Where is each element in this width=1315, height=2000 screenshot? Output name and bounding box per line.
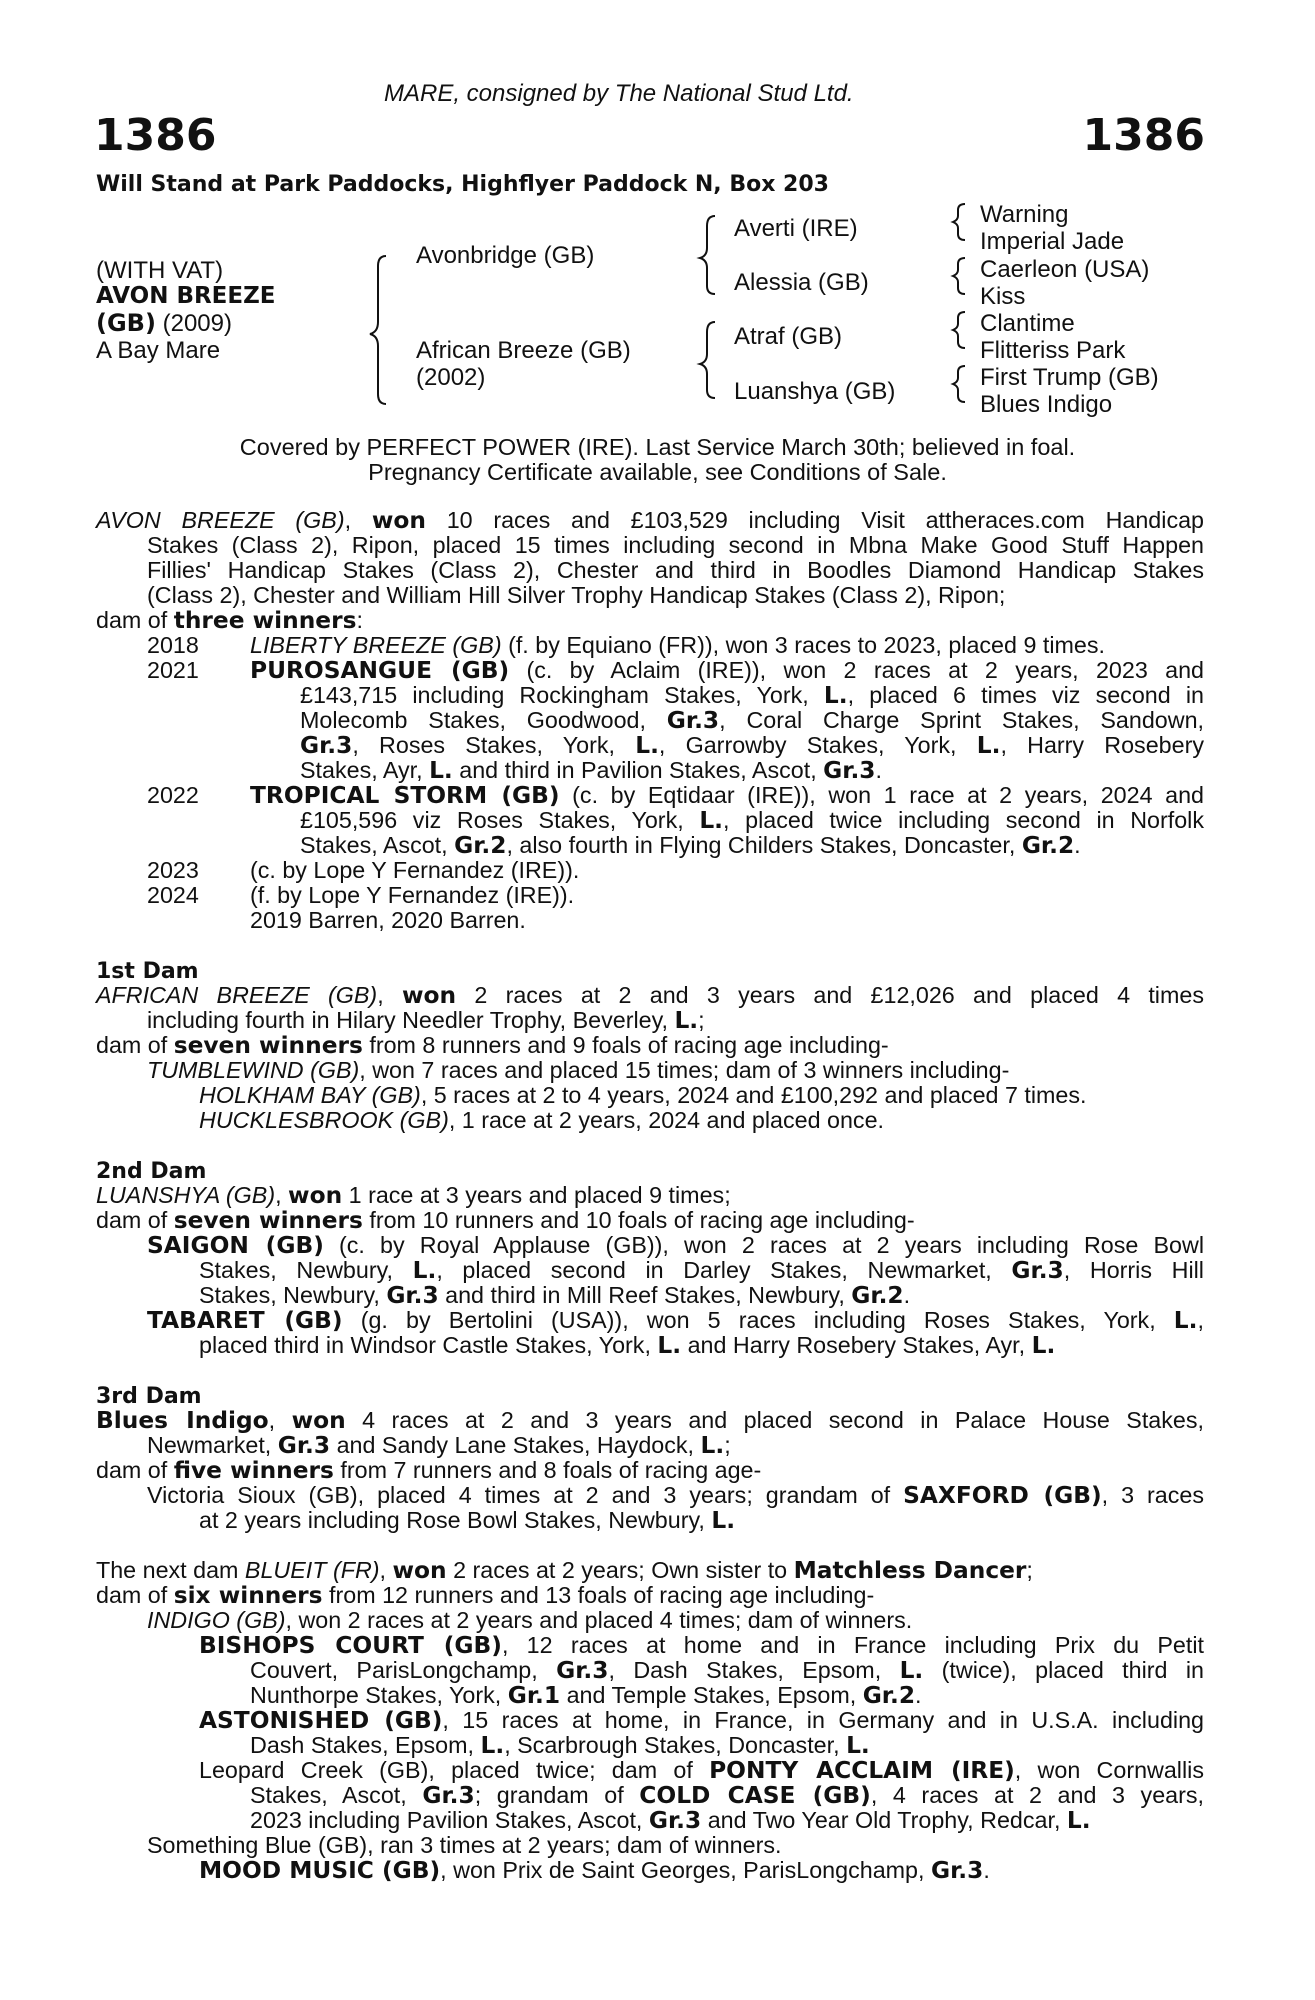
text-line: Gr.3, Roses Stakes, York, L., Garrowby Stakes, York, L., Harry Rosebery bbox=[300, 732, 1204, 759]
text-line: (Class 2), Chester and William Hill Silver Trophy Handicap Stakes (Class 2), Ripon; bbox=[147, 582, 1006, 608]
text-line: ASTONISHED (GB), 15 races at home, in France, in Germany and in U.S.A. including bbox=[199, 1707, 1204, 1734]
bracket-dam-parents bbox=[700, 322, 715, 398]
pedigree-g6: Flitteriss Park bbox=[980, 337, 1126, 364]
text-line: Stakes, Ayr, L. and third in Pavilion Stakes, Ascot, Gr.3. bbox=[300, 757, 882, 784]
text-line: Molecomb Stakes, Goodwood, Gr.3, Coral Charge Sprint Stakes, Sandown, bbox=[300, 707, 1205, 734]
text-line: Leopard Creek (GB), placed twice; dam of PONTY ACCLAIM (IRE), won Cornwallis bbox=[199, 1757, 1204, 1784]
section-heading: 3rd Dam bbox=[96, 1384, 202, 1409]
bracket-g34 bbox=[953, 258, 965, 294]
lot-number-right: 1386 bbox=[1082, 110, 1205, 161]
pedigree-sire: Avonbridge (GB) bbox=[416, 242, 595, 269]
text-line: including fourth in Hilary Needler Trophy, Beverley, L.; bbox=[147, 1007, 705, 1034]
text-line: MOOD MUSIC (GB), won Prix de Saint Georges, ParisLongchamp, Gr.3. bbox=[199, 1857, 990, 1884]
text-line: HOLKHAM BAY (GB), 5 races at 2 to 4 years, 2024 and £100,292 and placed 7 times. bbox=[199, 1082, 1087, 1108]
stand-location: Will Stand at Park Paddocks, Highflyer Paddock N, Box 203 bbox=[96, 172, 829, 197]
horse-name: AVON BREEZE bbox=[96, 283, 276, 309]
text-line: Stakes, Ascot, Gr.3; grandam of COLD CASE (GB), 4 races at 2 and 3 years, bbox=[250, 1782, 1204, 1809]
pedigree-dam: African Breeze (GB) bbox=[416, 337, 631, 364]
text-line: The next dam BLUEIT (FR), won 2 races at 2 years; Own sister to Matchless Dancer; bbox=[96, 1557, 1033, 1584]
foal-year: 2022 bbox=[147, 782, 199, 808]
horse-year: (2009) bbox=[162, 310, 232, 337]
text-line: Newmarket, Gr.3 and Sandy Lane Stakes, Haydock, L.; bbox=[147, 1432, 731, 1459]
text-line: TABARET (GB) (g. by Bertolini (USA)), won 5 races including Roses Stakes, York, L., bbox=[147, 1307, 1204, 1334]
foal-year: 2021 bbox=[147, 657, 199, 683]
horse-origin: (GB) bbox=[96, 309, 156, 337]
text-line: 2023 including Pavilion Stakes, Ascot, Gr.3 and Two Year Old Trophy, Redcar, L. bbox=[250, 1807, 1091, 1834]
text-line: Blues Indigo, won 4 races at 2 and 3 years and placed second in Palace House Stakes, bbox=[96, 1407, 1204, 1434]
para-avon: AVON BREEZE (GB), won 10 races and £103,529 including Visit attheraces.com Handicap bbox=[96, 507, 1205, 534]
text-line: £105,596 viz Roses Stakes, York, L., placed twice including second in Norfolk bbox=[300, 807, 1204, 834]
text-line: Dash Stakes, Epsom, L., Scarbrough Stakes, Doncaster, L. bbox=[250, 1732, 870, 1759]
text-line: Nunthorpe Stakes, York, Gr.1 and Temple Stakes, Epsom, Gr.2. bbox=[250, 1682, 922, 1709]
bracket-g12 bbox=[953, 204, 965, 240]
pedigree-g7: First Trump (GB) bbox=[980, 364, 1159, 391]
text-line: TUMBLEWIND (GB), won 7 races and placed 15 times; dam of 3 winners including- bbox=[147, 1057, 1010, 1083]
text-line: Something Blue (GB), ran 3 times at 2 years; dam of winners. bbox=[147, 1832, 782, 1858]
text-line: BISHOPS COURT (GB), 12 races at home and in France including Prix du Petit bbox=[199, 1632, 1204, 1659]
text-line: placed third in Windsor Castle Stakes, York, L. and Harry Rosebery Stakes, Ayr, L. bbox=[199, 1332, 1056, 1359]
text-line: AFRICAN BREEZE (GB), won 2 races at 2 and 3 years and £12,026 and placed 4 times bbox=[96, 982, 1204, 1009]
pedigree-g2: Imperial Jade bbox=[980, 228, 1125, 255]
text-line: Victoria Sioux (GB), placed 4 times at 2 and 3 years; grandam of SAXFORD (GB), 3 races bbox=[147, 1482, 1204, 1509]
pedigree-sire-sire: Averti (IRE) bbox=[734, 215, 858, 242]
section-heading: 1st Dam bbox=[96, 959, 199, 984]
text-line: LIBERTY BREEZE (GB) (f. by Equiano (FR)), won 3 races to 2023, placed 9 times. bbox=[250, 632, 1106, 658]
pregnancy-line: Pregnancy Certificate available, see Conditions of Sale. bbox=[368, 459, 947, 485]
bracket-g78 bbox=[953, 366, 965, 402]
bracket-sire-parents bbox=[700, 216, 715, 294]
text-line: Fillies' Handicap Stakes (Class 2), Chester and third in Boodles Diamond Handicap Stakes bbox=[147, 557, 1204, 583]
text-line: dam of six winners from 12 runners and 13 foals of racing age including- bbox=[96, 1582, 875, 1609]
text-line: Stakes, Newbury, L., placed second in Darley Stakes, Newmarket, Gr.3, Horris Hill bbox=[199, 1257, 1204, 1284]
pedigree-sire-dam: Alessia (GB) bbox=[734, 269, 869, 296]
text-line: at 2 years including Rose Bowl Stakes, Newbury, L. bbox=[199, 1507, 736, 1534]
foal-year: 2018 bbox=[147, 632, 199, 658]
text-line: SAIGON (GB) (c. by Royal Applause (GB)), won 2 races at 2 years including Rose Bowl bbox=[147, 1232, 1204, 1259]
text-line: dam of seven winners from 8 runners and 9 foals of racing age including- bbox=[96, 1032, 889, 1059]
vat-label: (WITH VAT) bbox=[96, 257, 224, 284]
foal-year: 2023 bbox=[147, 857, 199, 883]
bracket-parents bbox=[370, 256, 386, 404]
pedigree-g5: Clantime bbox=[980, 310, 1075, 337]
foal-year: 2024 bbox=[147, 882, 199, 908]
text-line: dam of three winners: bbox=[96, 607, 363, 634]
text-line: (c. by Lope Y Fernandez (IRE)). bbox=[250, 857, 580, 883]
text-line: 2019 Barren, 2020 Barren. bbox=[250, 907, 526, 933]
text-line: (f. by Lope Y Fernandez (IRE)). bbox=[250, 882, 575, 908]
text-line: Stakes, Newbury, Gr.3 and third in Mill Reef Stakes, Newbury, Gr.2. bbox=[199, 1282, 911, 1309]
text-line: Couvert, ParisLongchamp, Gr.3, Dash Stakes, Epsom, L. (twice), placed third in bbox=[250, 1657, 1204, 1684]
consignment-line: MARE, consigned by The National Stud Ltd. bbox=[384, 80, 854, 107]
pedigree-g4: Kiss bbox=[980, 283, 1026, 310]
text-line: dam of seven winners from 10 runners and 10 foals of racing age including- bbox=[96, 1207, 915, 1234]
pedigree-g1: Warning bbox=[980, 201, 1069, 228]
text-line: LUANSHYA (GB), won 1 race at 3 years and placed 9 times; bbox=[96, 1182, 731, 1209]
text-line: Stakes, Ascot, Gr.2, also fourth in Flying Childers Stakes, Doncaster, Gr.2. bbox=[300, 832, 1081, 859]
text-line: INDIGO (GB), won 2 races at 2 years and placed 4 times; dam of winners. bbox=[147, 1607, 913, 1633]
text-line: PUROSANGUE (GB) (c. by Aclaim (IRE)), won 2 races at 2 years, 2023 and bbox=[250, 657, 1204, 684]
lot-number-left: 1386 bbox=[94, 110, 217, 161]
pedigree-dam-year: (2002) bbox=[416, 364, 486, 391]
horse-description: A Bay Mare bbox=[96, 337, 221, 364]
text-line: TROPICAL STORM (GB) (c. by Eqtidaar (IRE)), won 1 race at 2 years, 2024 and bbox=[250, 782, 1205, 809]
text-line: Stakes (Class 2), Ripon, placed 15 times including second in Mbna Make Good Stuff Happen bbox=[147, 532, 1204, 558]
section-heading: 2nd Dam bbox=[96, 1159, 207, 1184]
text-line: dam of five winners from 7 runners and 8 foals of racing age- bbox=[96, 1457, 762, 1484]
pedigree-dam-dam: Luanshya (GB) bbox=[734, 378, 896, 405]
bracket-g56 bbox=[953, 312, 965, 348]
text-line: HUCKLESBROOK (GB), 1 race at 2 years, 2024 and placed once. bbox=[199, 1107, 885, 1133]
covered-line: Covered by PERFECT POWER (IRE). Last Service March 30th; believed in foal. bbox=[239, 434, 1076, 460]
text-line: £143,715 including Rockingham Stakes, York, L., placed 6 times viz second in bbox=[300, 682, 1204, 709]
pedigree-dam-sire: Atraf (GB) bbox=[734, 323, 843, 350]
pedigree-g3: Caerleon (USA) bbox=[980, 256, 1150, 283]
pedigree-g8: Blues Indigo bbox=[980, 391, 1113, 418]
